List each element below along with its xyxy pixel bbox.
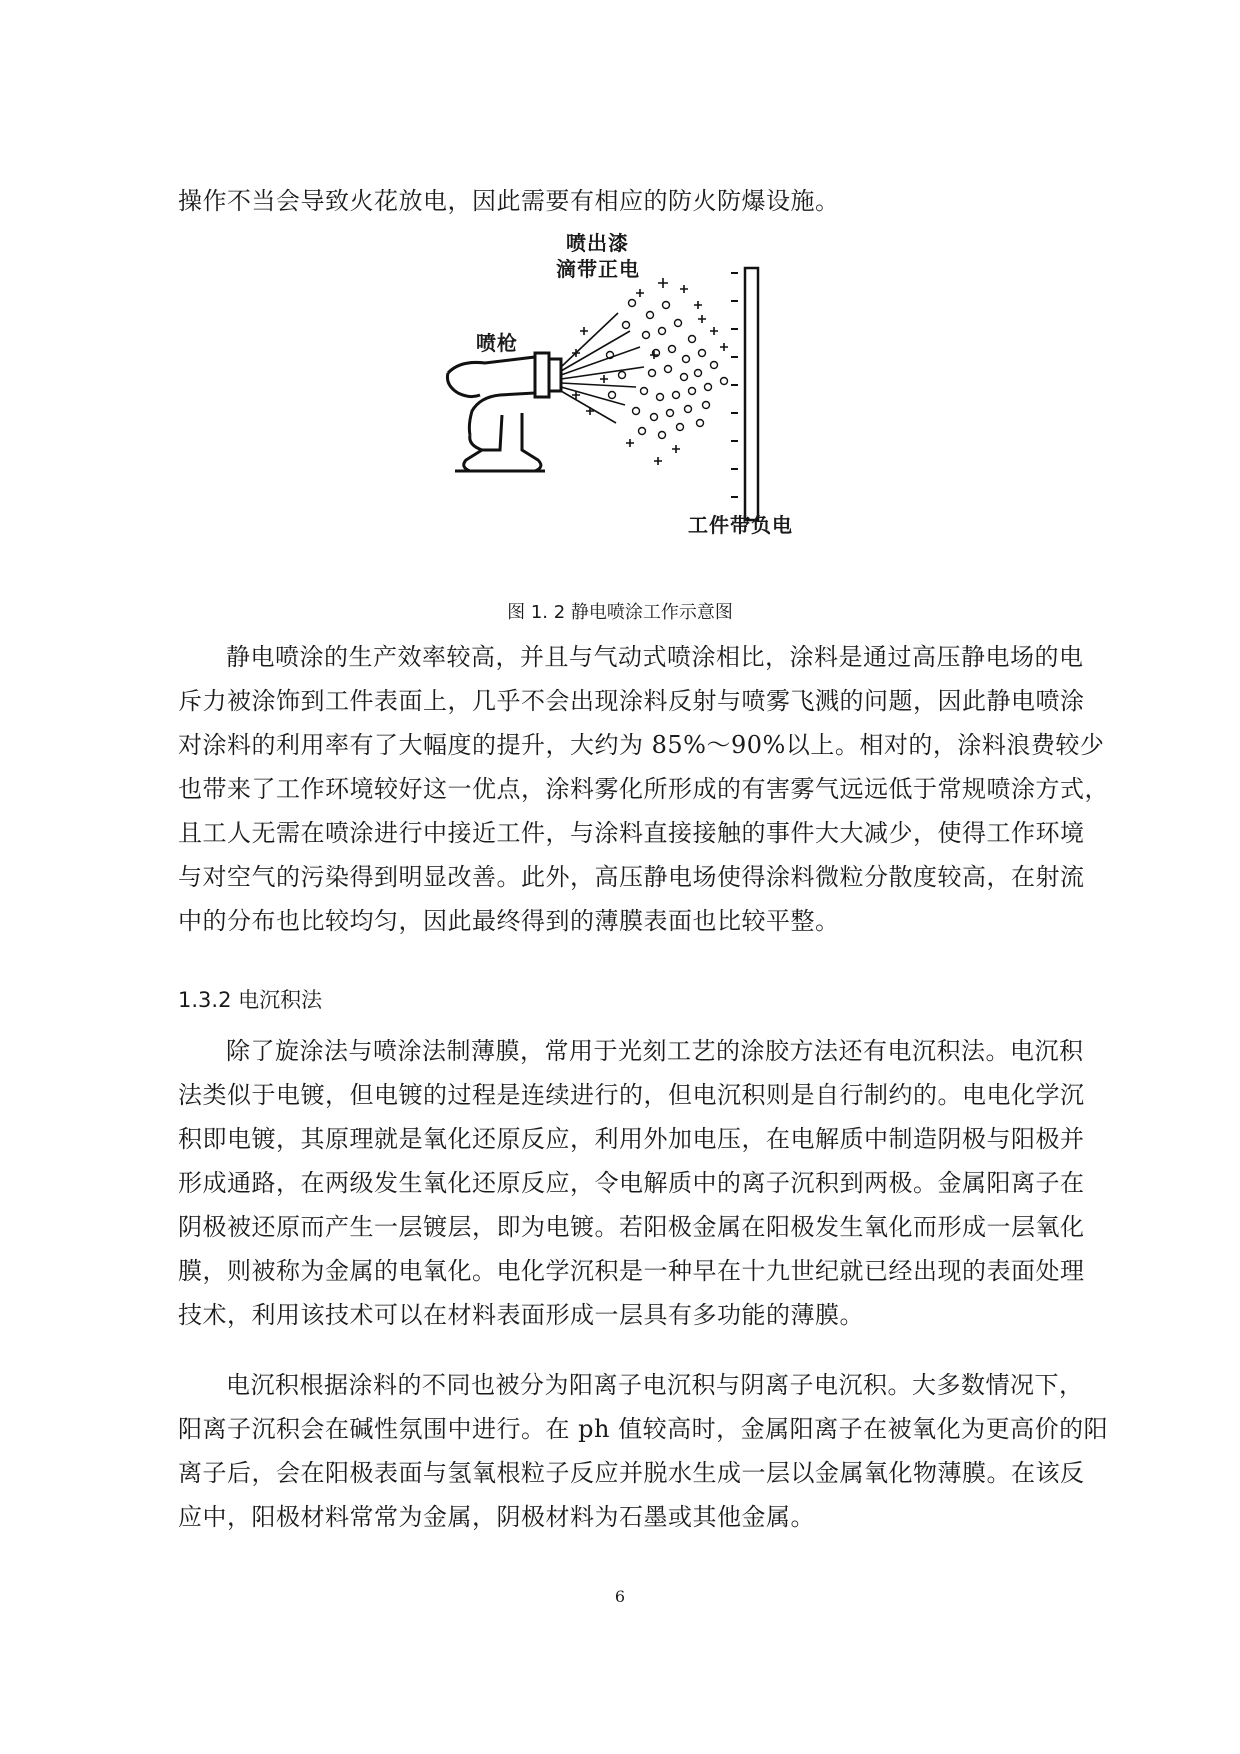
paragraph3-line: 阳离子沉积会在碱性氛围中进行。在 ph 值较高时，金属阳离子在被氧化为更高价的阳: [178, 1415, 1109, 1443]
workpiece-plate: [745, 268, 758, 520]
electrostatic-spray-figure: [440, 231, 840, 565]
spray-gun-drawing: [447, 353, 561, 471]
paragraph1-line: 静电喷涂的生产效率较高，并且与气动式喷涂相比，涂料是通过高压静电场的电: [226, 643, 1084, 671]
paragraph3-line: 应中，阳极材料常常为金属，阴极材料为石墨或其他金属。: [178, 1503, 815, 1531]
paragraph2-line: 除了旋涂法与喷涂法制薄膜，常用于光刻工艺的涂胶方法还有电沉积法。电沉积: [226, 1037, 1084, 1065]
paragraph1-line: 与对空气的污染得到明显改善。此外，高压静电场使得涂料微粒分散度较高，在射流: [178, 863, 1085, 891]
paragraph1-line: 斥力被涂饰到工件表面上，几乎不会出现涂料反射与喷雾飞溅的问题，因此静电喷涂: [178, 687, 1085, 715]
paragraph1-line: 中的分布也比较均匀，因此最终得到的薄膜表面也比较平整。: [178, 907, 840, 935]
workpiece-label: 工件带负电: [688, 513, 793, 537]
paragraph1-line: 且工人无需在喷涂进行中接近工件，与涂料直接接触的事件大大减少，使得工作环境: [178, 819, 1085, 847]
page-number: 6: [614, 1587, 626, 1606]
paragraph1-line: 也带来了工作环境较好这一优点，涂料雾化所形成的有害雾气远远低于常规喷涂方式，: [178, 775, 1109, 803]
spray-stream-lines: [561, 313, 644, 423]
body-text-line: 操作不当会导致火花放电，因此需要有相应的防火防爆设施。: [178, 187, 840, 215]
paragraph2-line: 形成通路，在两级发生氧化还原反应，令电解质中的离子沉积到两极。金属阳离子在: [178, 1169, 1085, 1197]
section-heading: 1.3.2 电沉积法: [178, 988, 323, 1012]
paragraph2-line: 法类似于电镀，但电镀的过程是连续进行的，但电沉积则是自行制约的。电电化学沉: [178, 1081, 1085, 1109]
paragraph3-line: 离子后，会在阳极表面与氢氧根粒子反应并脱水生成一层以金属氧化物薄膜。在该反: [178, 1459, 1085, 1487]
negative-charge-signs: [731, 273, 738, 497]
figure-caption: 图 1. 2 静电喷涂工作示意图: [507, 602, 733, 623]
paragraph2-line: 膜，则被称为金属的电氧化。电化学沉积是一种早在十九世纪就已经出现的表面处理: [178, 1257, 1085, 1285]
paragraph2-line: 技术，利用该技术可以在材料表面形成一层具有多功能的薄膜。: [178, 1301, 864, 1329]
positive-charge-signs: [572, 278, 728, 465]
paint-droplet-label-line1: 喷出漆: [566, 231, 629, 255]
paragraph1-line: 对涂料的利用率有了大幅度的提升，大约为 85%～90%以上。相对的，涂料浪费较少: [178, 731, 1105, 759]
paragraph2-line: 积即电镀，其原理就是氧化还原反应，利用外加电压，在电解质中制造阴极与阳极并: [178, 1125, 1085, 1153]
paint-droplet-label-line2: 滴带正电: [556, 257, 640, 281]
spray-gun-label: 喷枪: [476, 331, 518, 355]
paragraph2-line: 阴极被还原而产生一层镀层，即为电镀。若阳极金属在阳极发生氧化而形成一层氧化: [178, 1213, 1085, 1241]
paragraph3-line: 电沉积根据涂料的不同也被分为阳离子电沉积与阴离子电沉积。大多数情况下，: [226, 1371, 1084, 1399]
